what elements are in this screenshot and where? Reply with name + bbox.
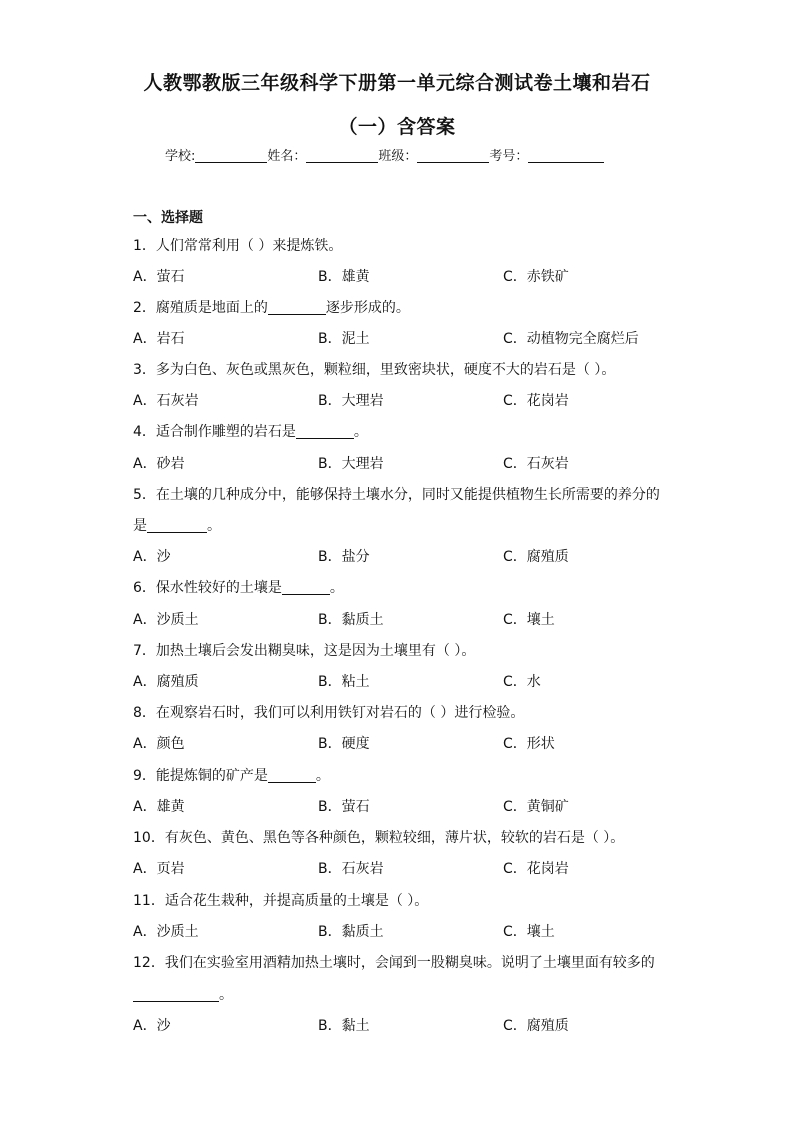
question-12-blank[interactable] xyxy=(133,987,219,1002)
question-7: 7．加热土壤后会发出糊臭味，这是因为土壤里有（ ）。 xyxy=(133,643,476,659)
question-1: 1．人们常常利用（ ）来提炼铁。 xyxy=(133,238,343,254)
question-11-option-c[interactable]: C．壤土 xyxy=(503,924,555,940)
question-4-option-c[interactable]: C．石灰岩 xyxy=(503,456,569,472)
question-9-blank[interactable] xyxy=(268,768,316,783)
question-12-option-b[interactable]: B．黏土 xyxy=(318,1018,370,1034)
question-1-option-c[interactable]: C．赤铁矿 xyxy=(503,269,569,285)
exam-number-label: 考号： xyxy=(489,149,529,164)
question-10-option-c[interactable]: C．花岗岩 xyxy=(503,861,569,877)
question-4-option-a[interactable]: A．砂岩 xyxy=(133,456,185,472)
question-1-option-b[interactable]: B．雄黄 xyxy=(318,269,370,285)
question-3: 3．多为白色、灰色或黑灰色，颗粒细，里致密块状，硬度不大的岩石是（ ）。 xyxy=(133,362,616,378)
question-4-text-end: 。 xyxy=(353,424,368,440)
question-12-option-c[interactable]: C．腐殖质 xyxy=(503,1018,569,1034)
question-5-option-c[interactable]: C．腐殖质 xyxy=(503,549,569,565)
exam-number-blank[interactable] xyxy=(528,148,604,163)
question-11: 11．适合花生栽种，并提高质量的土壤是（ ）。 xyxy=(133,893,429,909)
question-2-option-c[interactable]: C．动植物完全腐烂后 xyxy=(503,331,639,347)
question-5-continuation xyxy=(133,515,221,535)
question-8-option-c[interactable]: C．形状 xyxy=(503,736,555,752)
question-3-option-b[interactable]: B．大理岩 xyxy=(318,393,384,409)
question-10-option-a[interactable]: A．页岩 xyxy=(133,861,185,877)
question-4-blank[interactable] xyxy=(296,424,354,439)
question-12-cont-end: 。 xyxy=(219,987,233,1003)
question-11-option-a[interactable]: A．沙质土 xyxy=(133,924,199,940)
question-8: 8．在观察岩石时，我们可以利用铁钉对岩石的（ ）进行检验。 xyxy=(133,705,525,721)
name-blank[interactable] xyxy=(306,148,378,163)
question-9-text-end: 。 xyxy=(315,768,330,784)
question-2-text-start: 2．腐殖质是地面上的 xyxy=(133,300,268,316)
class-blank[interactable] xyxy=(417,148,489,163)
document-title-line-1: 人教鄂教版三年级科学下册第一单元综合测试卷土壤和岩石 xyxy=(143,72,651,94)
question-7-option-c[interactable]: C．水 xyxy=(503,674,541,690)
question-8-option-a[interactable]: A．颜色 xyxy=(133,736,185,752)
question-12: 12．我们在实验室用酒精加热土壤时，会闻到一股糊臭味。说明了土壤里面有较多的 xyxy=(133,955,655,971)
question-10: 10．有灰色、黄色、黑色等各种颜色，颗粒较细，薄片状，较软的岩石是（ ）。 xyxy=(133,830,625,846)
school-blank[interactable] xyxy=(195,148,267,163)
document-title-line-2: （一）含答案 xyxy=(338,116,456,138)
question-6-blank[interactable] xyxy=(282,580,330,595)
question-7-option-b[interactable]: B．粘土 xyxy=(318,674,370,690)
section-title: 一、选择题 xyxy=(133,210,203,226)
question-11-option-b[interactable]: B．黏质土 xyxy=(318,924,384,940)
question-9 xyxy=(133,765,330,785)
question-5-blank[interactable] xyxy=(147,518,207,533)
question-5-cont-start: 是 xyxy=(133,518,147,534)
question-6-option-a[interactable]: A．沙质土 xyxy=(133,612,199,628)
question-12-option-a[interactable]: A．沙 xyxy=(133,1018,171,1034)
question-4 xyxy=(133,421,368,441)
student-info-line xyxy=(165,145,604,164)
question-2-blank[interactable] xyxy=(268,300,326,315)
question-2-option-b[interactable]: B．泥土 xyxy=(318,331,370,347)
question-9-option-c[interactable]: C．黄铜矿 xyxy=(503,799,569,815)
question-7-option-a[interactable]: A．腐殖质 xyxy=(133,674,199,690)
question-2 xyxy=(133,297,410,317)
question-3-option-c[interactable]: C．花岗岩 xyxy=(503,393,569,409)
question-3-option-a[interactable]: A．石灰岩 xyxy=(133,393,199,409)
name-label: 姓名： xyxy=(267,149,307,164)
question-9-text-start: 9．能提炼铜的矿产是 xyxy=(133,768,268,784)
question-12-continuation xyxy=(133,984,233,1004)
question-9-option-b[interactable]: B．萤石 xyxy=(318,799,370,815)
question-5-cont-end: 。 xyxy=(207,518,221,534)
question-6-option-b[interactable]: B．黏质土 xyxy=(318,612,384,628)
question-1-option-a[interactable]: A．萤石 xyxy=(133,269,185,285)
question-6 xyxy=(133,577,344,597)
question-4-text-start: 4．适合制作雕塑的岩石是 xyxy=(133,424,296,440)
question-5-option-a[interactable]: A．沙 xyxy=(133,549,171,565)
question-8-option-b[interactable]: B．硬度 xyxy=(318,736,370,752)
question-5-option-b[interactable]: B．盐分 xyxy=(318,549,370,565)
school-label: 学校: xyxy=(165,149,196,164)
question-2-option-a[interactable]: A．岩石 xyxy=(133,331,185,347)
question-5: 5．在土壤的几种成分中，能够保持土壤水分，同时又能提供植物生长所需要的养分的 xyxy=(133,487,660,503)
question-2-text-end: 逐步形成的。 xyxy=(325,300,410,316)
question-6-option-c[interactable]: C．壤土 xyxy=(503,612,555,628)
question-6-text-start: 6．保水性较好的土壤是 xyxy=(133,580,282,596)
question-4-option-b[interactable]: B．大理岩 xyxy=(318,456,384,472)
question-9-option-a[interactable]: A．雄黄 xyxy=(133,799,185,815)
question-10-option-b[interactable]: B．石灰岩 xyxy=(318,861,384,877)
question-6-text-end: 。 xyxy=(329,580,344,596)
class-label: 班级： xyxy=(378,149,418,164)
